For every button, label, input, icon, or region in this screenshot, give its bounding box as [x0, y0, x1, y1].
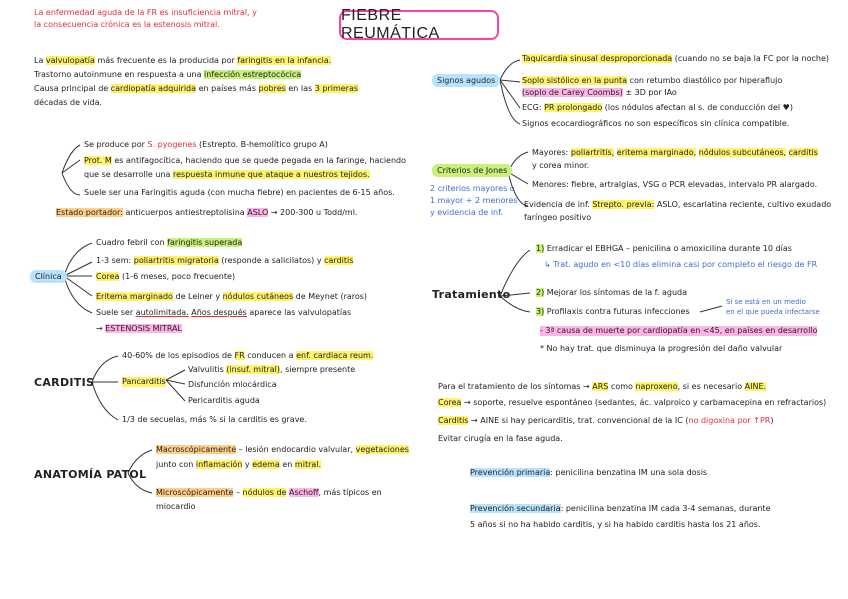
jones-mayores-2: y corea minor.	[532, 161, 590, 170]
tratamiento-4: - 3ª causa de muerte por cardiopatía en <45, en países en desarrollo	[540, 326, 818, 335]
tratamiento-2: 2) Mejorar los síntomas de la f. aguda	[536, 288, 688, 297]
anatomia-line-4: miocardio	[156, 502, 196, 511]
prevencion-primaria: Prevención primaria: penicilina benzatina IM una sola dosis	[470, 468, 708, 477]
sintomas-line-3: Carditis → AINE si hay pericarditis, trat. convencional de la IC (no digoxina por ↑PR)	[438, 416, 774, 425]
page-title: FIEBRE REUMÁTICA	[339, 10, 499, 40]
tratamiento-5: * No hay trat. que disminuya la progresión del daño valvular	[540, 344, 783, 353]
jones-evidencia-2: faríngeo positivo	[524, 213, 592, 222]
clinica-label: Clínica	[30, 270, 67, 283]
jones-mayores-1: Mayores: poliartritis, eritema marginado, nódulos subcutáneos, carditis	[532, 148, 818, 157]
clinica-line-2: 1-3 sem: poliartritis migratoria (responde a salicilatos) y carditis	[96, 256, 354, 265]
etiology-line-2: Prot. M es antifagocítica, haciendo que se quede pegada en la faringe, haciendo	[84, 156, 407, 165]
sintomas-line-4: Evitar cirugía en la fase aguda.	[438, 434, 563, 443]
top-note-line-2: la consecuencia crónica es la estenosis mitral.	[34, 20, 220, 29]
clinica-line-5: Suele ser autolimitada. Años después aparece las valvulopatías	[96, 308, 352, 317]
etiology-line-1: Se produce por S. pyogenes (Estrepto. B-hemolítico grupo A)	[84, 140, 328, 149]
clinica-line-4: Eritema marginado de Leiner y nódulos cutáneos de Meynet (raros)	[96, 292, 368, 301]
carditis-pericarditis: Pericarditis aguda	[188, 396, 260, 405]
signos-line-3: (soplo de Carey Coombs) ± 3D por IAo	[522, 88, 677, 97]
clinica-line-6: → ESTENOSIS MITRAL	[96, 324, 182, 333]
carditis-line-1: 40-60% de los episodios de FR conducen a enf. cardiaca reum.	[122, 351, 374, 360]
top-note-line-1: La enfermedad aguda de la FR es insuficiencia mitral, y	[34, 8, 257, 17]
intro-line-4: décadas de vida.	[34, 98, 103, 107]
jones-note-3: y evidencia de inf.	[430, 208, 503, 217]
carditis-line-secuelas: 1/3 de secuelas, más % si la carditis es grave.	[122, 415, 307, 424]
sintomas-line-2: Corea → soporte, resuelve espontáneo (sedantes, ác. valproico y carbamacepina en refractarios)	[438, 398, 827, 407]
intro-line-1: La valvulopatía más frecuente es la producida por faringitis en la infancia.	[34, 56, 332, 65]
anatomia-line-3: Microscópicamente – nódulos de Aschoff, más típicos en	[156, 488, 382, 497]
anatomia-line-2: junto con inflamación y edema en mitral.	[156, 460, 322, 469]
carditis-label: CARDITIS	[34, 376, 95, 389]
tratamiento-side-note-2: en el que pueda infectarse	[726, 308, 820, 316]
signos-line-2: Soplo sistólico en la punta con retumbo diastólico por hiperaflujo	[522, 76, 783, 85]
prevencion-secundaria-1: Prevención secundaria: penicilina benzatina IM cada 3-4 semanas, durante	[470, 504, 771, 513]
etiology-line-3: que se desarrolle una respuesta inmune que ataque a nuestros tejidos.	[84, 170, 370, 179]
signos-line-4: ECG: PR prolongado (los nódulos afectan al s. de conducción del ♥)	[522, 103, 793, 112]
jones-menores: Menores: fiebre, artralgias, VSG o PCR elevadas, intervalo PR alargado.	[532, 180, 818, 189]
carditis-valvulitis: Valvulitis (insuf. mitral), siempre presente	[188, 365, 356, 374]
tratamiento-1: 1) Erradicar el EBHGA – penicilina o amoxicilina durante 10 días	[536, 244, 792, 253]
jones-evidencia-1: Evidencia de inf. Strepto. previa: ASLO, escarlatina reciente, cultivo exudado	[524, 200, 832, 209]
carditis-disfuncion: Disfunción miocárdica	[188, 380, 277, 389]
jones-note-1: 2 criterios mayores o	[430, 184, 515, 193]
etiology-line-4: Suele ser una Faringitis aguda (con mucha fiebre) en pacientes de 6-15 años.	[84, 188, 395, 197]
sintomas-line-1: Para el tratamiento de los síntomas → ARS como naproxeno, si es necesario AINE.	[438, 382, 767, 391]
tratamiento-3: 3) Profilaxis contra futuras infecciones	[536, 307, 690, 316]
prevencion-secundaria-2: 5 años si no ha habido carditis, y si ha habido carditis hasta los 21 años.	[470, 520, 761, 529]
tratamiento-label: Tratamiento	[432, 288, 511, 301]
jones-label: Criterios de Jones	[432, 164, 512, 177]
signos-line-1: Taquicardia sinusal desproporcionada (cuando no se baja la FC por la noche)	[522, 54, 829, 63]
anatomia-label: ANATOMÍA PATOL	[34, 468, 147, 481]
intro-line-3: Causa principal de cardiopatía adquirida en países más pobres en las 3 primeras	[34, 84, 359, 93]
tratamiento-side-note-1: Si se está en un medio	[726, 298, 806, 306]
clinica-line-1: Cuadro febril con faringitis superada	[96, 238, 243, 247]
pancarditis-label: Pancarditis	[122, 377, 166, 386]
intro-line-2: Trastorno autoinmune en respuesta a una infección estreptocócica	[34, 70, 302, 79]
anatomia-line-1: Macroscópicamente – lesión endocardio valvular, vegetaciones	[156, 445, 409, 454]
jones-note-2: 1 mayor + 2 menores	[430, 196, 518, 205]
signos-line-5: Signos ecocardiográficos no son específicos sin clínica compatible.	[522, 119, 790, 128]
signos-label: Signos agudos	[432, 74, 500, 87]
tratamiento-1-note: ↳ Trat. agudo en <10 días elimina casi por completo el riesgo de FR	[544, 260, 818, 269]
clinica-line-3: Corea (1-6 meses, poco frecuente)	[96, 272, 236, 281]
etiology-line-5: Estado portador: anticuerpos antiestreptolisina ASLO → 200-300 u Todd/ml.	[56, 208, 358, 217]
